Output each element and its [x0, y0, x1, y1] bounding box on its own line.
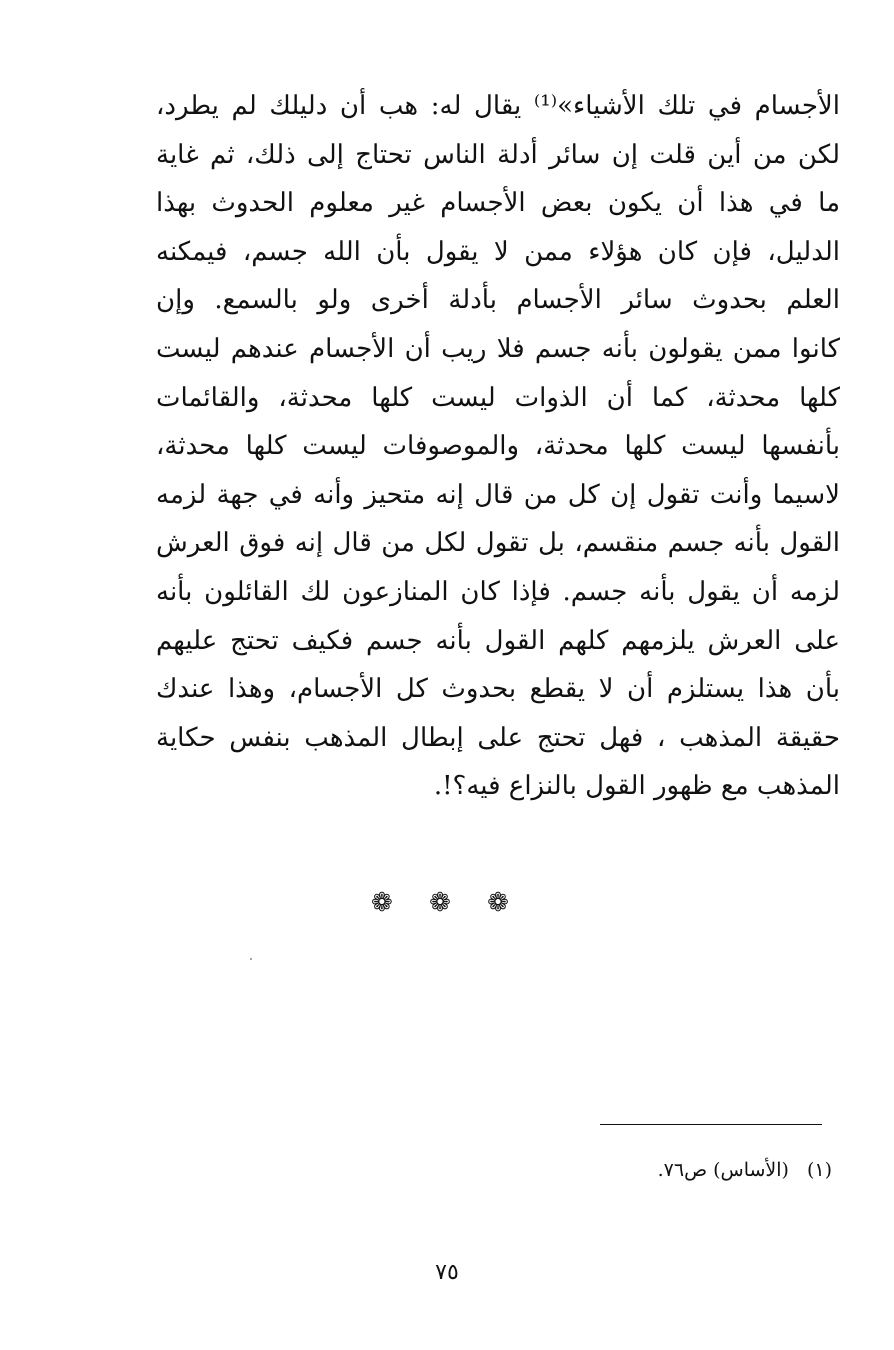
- text-line-2: لكن من أين قلت إن سائر أدلة الناس تحتاج إلى ذلك، ثم غاية: [156, 139, 840, 170]
- page-number: ٧٥: [435, 1260, 459, 1285]
- text-line-3: ما في هذا أن يكون بعض الأجسام غير معلوم الحدوث بهذا: [156, 188, 840, 219]
- footnote: [332, 1150, 832, 1190]
- text-line-12: على العرش يلزمهم كلهم القول بأنه جسم فكيف تحتج عليهم: [156, 625, 840, 656]
- text-line-14: حقيقة المذهب ، فهل تحتج على إبطال المذهب بنفس حكاية: [156, 722, 840, 753]
- text-line-7: كلها محدثة، كما أن الذوات ليست كلها محدثة، والقائمات: [156, 382, 840, 413]
- text-line-13: بأن هذا يستلزم أن لا يقطع بحدوث كل الأجسام، وهذا عندك: [156, 674, 840, 705]
- text-line-1: الأجسام في تلك الأشياء»⁽¹⁾ يقال له: هب أن دليلك لم يطرد،: [156, 91, 840, 121]
- footnote-separator: [600, 1124, 822, 1125]
- footnote-number: (١): [806, 1159, 832, 1181]
- section-divider-ornament: ❁ ❁ ❁: [371, 888, 523, 918]
- text-line-15: المذهب مع ظهور القول بالنزاع فيه؟!.: [433, 771, 840, 802]
- footnote-text: (الأساس) ص٧٦.: [657, 1159, 789, 1181]
- text-line-6: كانوا ممن يقولون بأنه جسم فلا ريب أن الأجسام عندهم ليست: [156, 333, 840, 364]
- text-line-4: الدليل، فإن كان هؤلاء ممن لا يقول بأن الله جسم، فيمكنه: [156, 236, 840, 267]
- text-line-8: بأنفسها ليست كلها محدثة، والموصوفات ليست كلها محدثة،: [156, 431, 840, 462]
- text-line-10: القول بأنه جسم منقسم، بل تقول لكل من قال إنه فوق العرش: [156, 528, 840, 559]
- text-line-11: لزمه أن يقول بأنه جسم. فإذا كان المنازعون لك القائلون بأنه: [156, 576, 840, 607]
- text-line-9: لاسيما وأنت تقول إن كل من قال إنه متحيز وأنه في جهة لزمه: [156, 479, 840, 510]
- scan-speck: [250, 958, 252, 960]
- main-text-block: [156, 82, 840, 811]
- text-line-5: العلم بحدوث سائر الأجسام بأدلة أخرى ولو بالسمع. وإن: [156, 285, 840, 316]
